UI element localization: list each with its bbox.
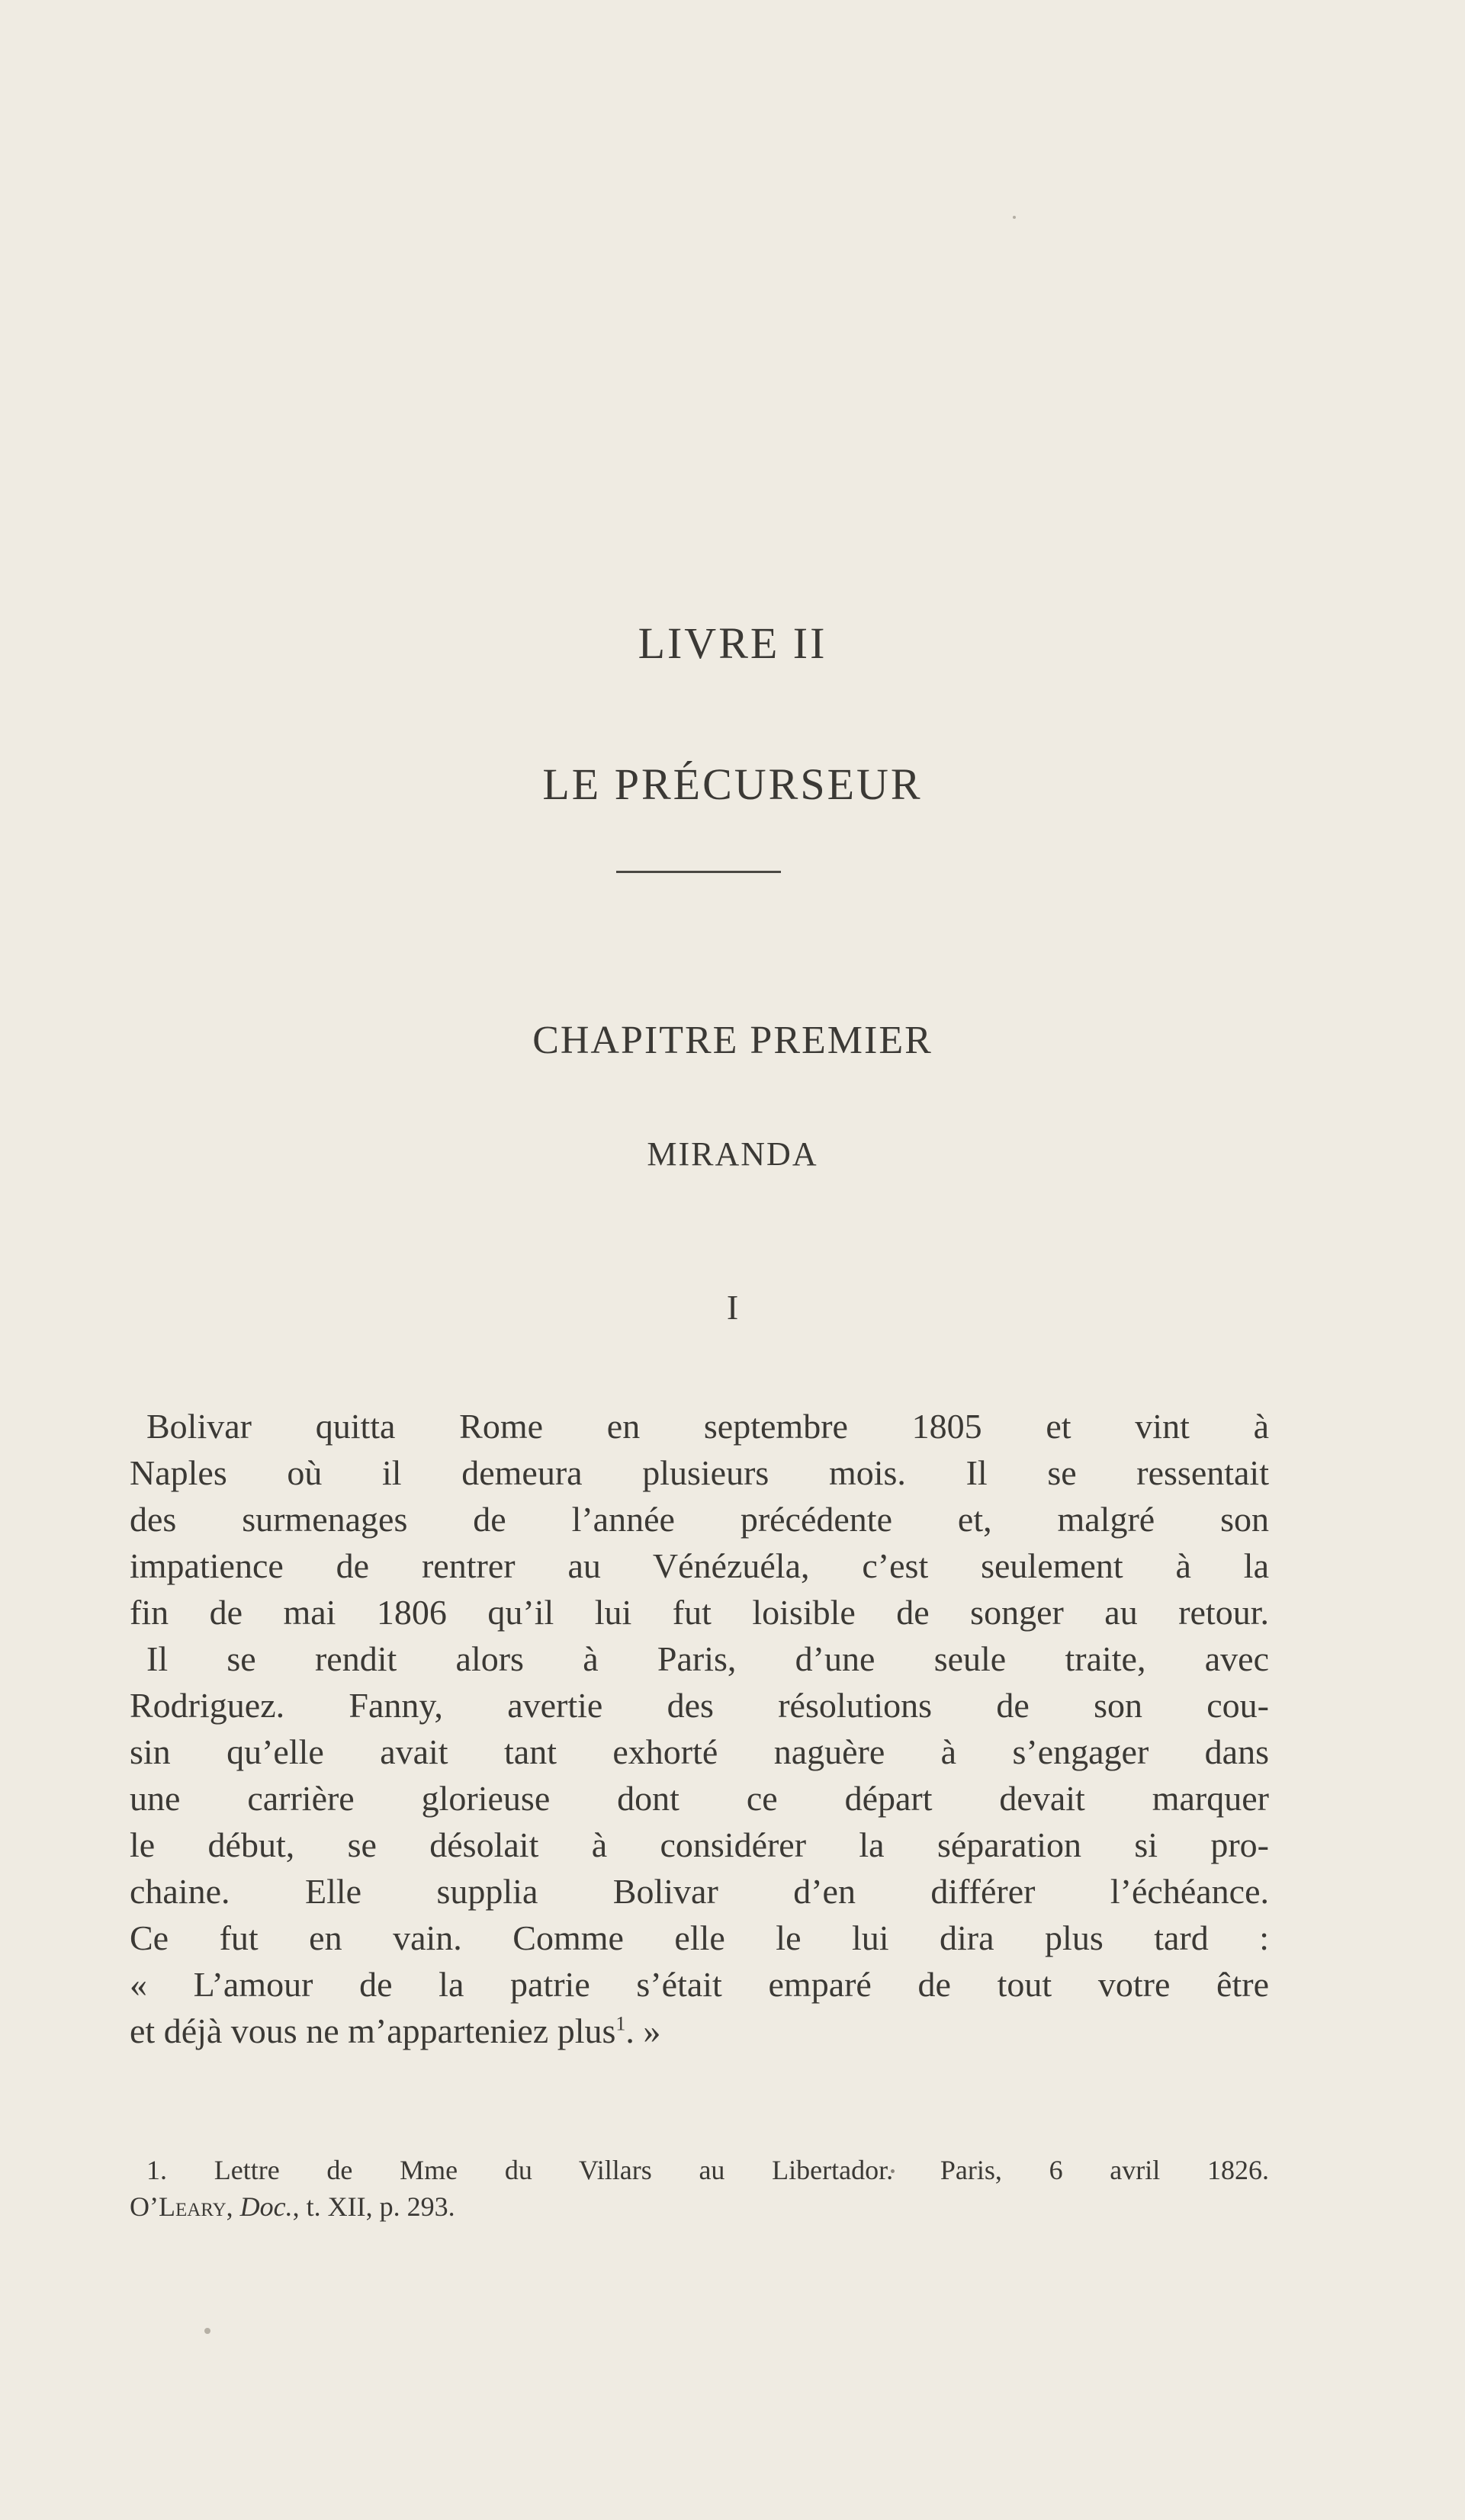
footnote-source: Doc. [239, 2191, 293, 2222]
chapter-title: CHAPITRE PREMIER [532, 1019, 933, 1062]
text-line: fin de mai 1806 qu’il lui fut loisible de songer au retour. [130, 1593, 1269, 1632]
text-line: des surmenages de l’année précédente et, malgré son [130, 1500, 1269, 1539]
footnote-reference: , t. XII, p. 293. [292, 2191, 455, 2222]
text-line: Ce fut en vain. Comme elle le lui dira plus tard : [130, 1918, 1269, 1957]
book-part-subtitle: LE PRÉCURSEUR [542, 759, 923, 809]
book-part-title: LIVRE II [638, 618, 827, 668]
text-line: impatience de rentrer au Vénézuéla, c’est seulement à la [130, 1546, 1269, 1585]
section-number: I [726, 1288, 739, 1327]
footnote [130, 2152, 1269, 2225]
text-line: sin qu’elle avait tant exhorté naguère à s’engager dans [130, 1732, 1269, 1771]
text-line: une carrière glorieuse dont ce départ devait marquer [130, 1779, 1269, 1818]
text-line: Naples où il demeura plusieurs mois. Il se ressentait [130, 1453, 1269, 1492]
text-line: le début, se désolait à considérer la séparation si pro- [130, 1825, 1269, 1864]
text-line: chaine. Elle supplia Bolivar d’en différer l’échéance. [130, 1872, 1269, 1911]
text-line: Bolivar quitta Rome en septembre 1805 et vint à [146, 1407, 1269, 1446]
text-line: « L’amour de la patrie s’était emparé de tout votre être [130, 1965, 1269, 2004]
footnote-marker: 1 [615, 2012, 626, 2035]
text-line: Il se rendit alors à Paris, d’une seule traite, avec [146, 1639, 1269, 1678]
text-line-last [130, 2008, 1269, 2054]
body-paragraph [130, 1403, 1269, 2054]
text-line: Rodriguez. Fanny, avertie des résolutions de son cou- [130, 1686, 1269, 1725]
chapter-subtitle: MIRANDA [647, 1135, 818, 1173]
paper-speck [1013, 216, 1016, 219]
paper-speck [204, 2328, 210, 2334]
footnote-line: O’Leary, Doc., t. XII, p. 293. [130, 2191, 455, 2222]
footnote-line: 1. Lettre de Mme du Villars au Libertador. Paris, 6 avril 1826. [146, 2155, 1269, 2185]
divider-rule [616, 871, 781, 873]
last-line-end: . » [625, 2011, 661, 2050]
last-line-text: et déjà vous ne m’apparteniez plus [130, 2011, 616, 2050]
footnote-author: O’Leary [130, 2191, 226, 2222]
